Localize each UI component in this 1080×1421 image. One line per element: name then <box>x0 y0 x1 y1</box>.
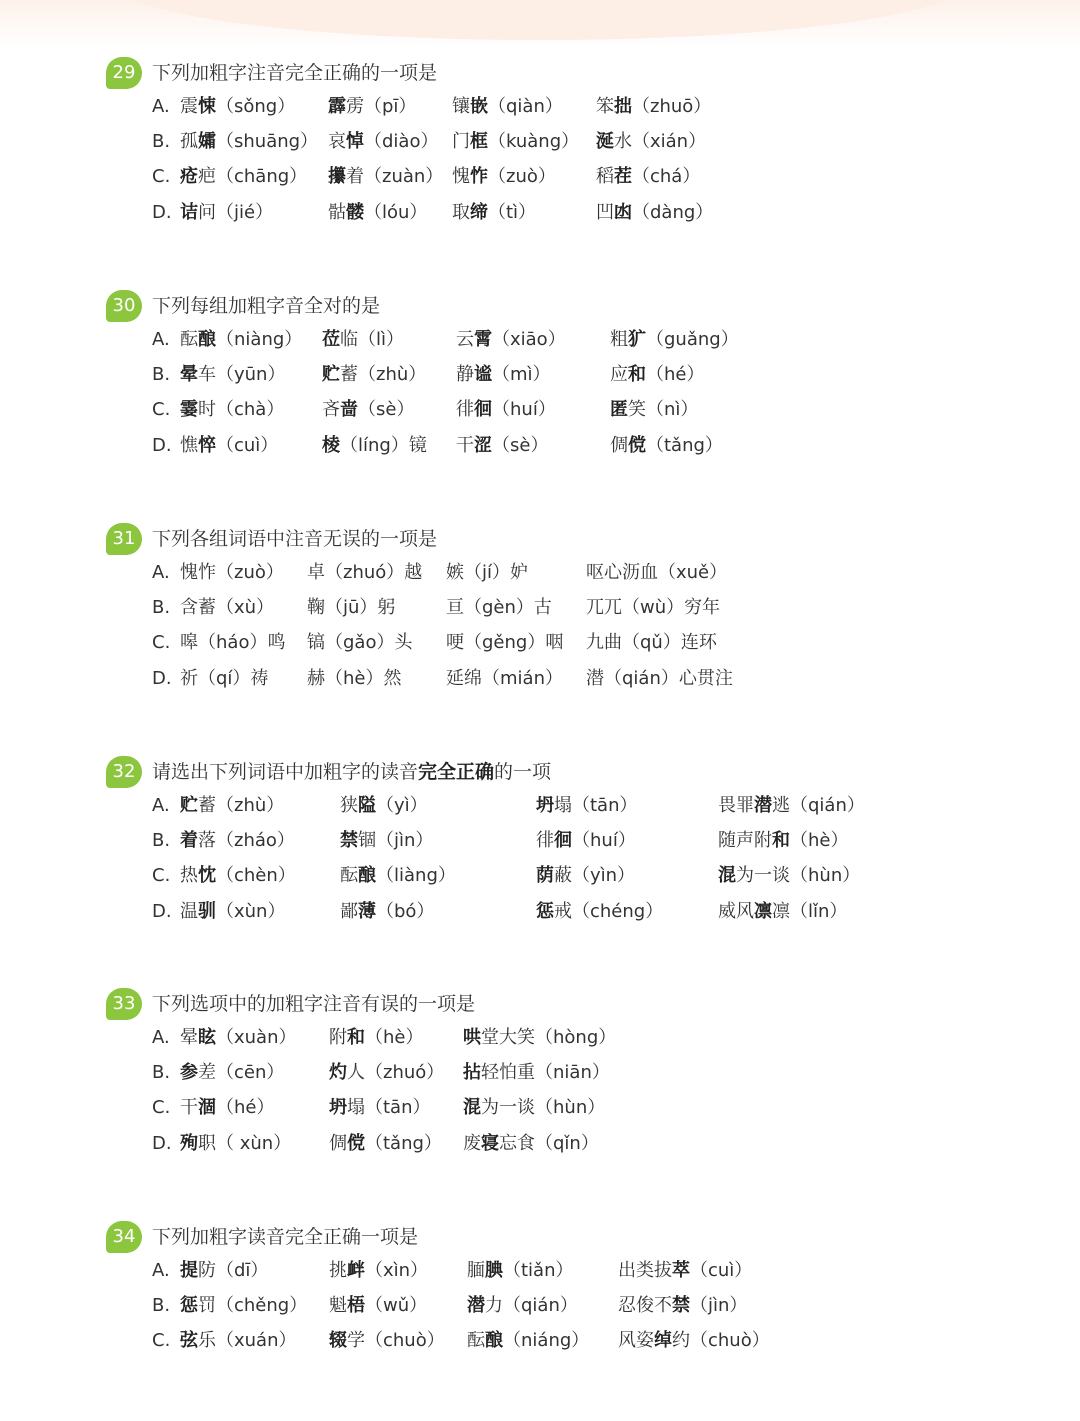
option-word: 延绵（mián） <box>446 668 563 689</box>
option-word: 腼腆（tiǎn） <box>467 1260 574 1281</box>
option-word: 晕车（yūn） <box>180 364 286 385</box>
question-number-badge: 33 <box>106 988 142 1020</box>
option-letter: B. <box>152 1062 171 1083</box>
option-row <box>0 1257 1080 1285</box>
option-word: 镐（gǎo）头 <box>307 632 413 653</box>
option-word: 门框（kuàng） <box>452 131 580 152</box>
option-letter: C. <box>152 399 171 420</box>
option-word: 霎时（chà） <box>180 399 285 420</box>
option-letter: B. <box>152 597 171 618</box>
option-letter: D. <box>152 1133 172 1154</box>
option-row <box>0 1094 1080 1122</box>
option-word: 混为一谈（hùn） <box>718 865 861 886</box>
option-word: 灼人（zhuó） <box>329 1062 445 1083</box>
option-word: 徘徊（huí） <box>536 830 636 851</box>
option-word: 应和（hé） <box>610 364 705 385</box>
option-letter: A. <box>152 96 170 117</box>
option-letter: A. <box>152 795 170 816</box>
option-word: 愧怍（zuò） <box>452 166 556 187</box>
option-row <box>0 361 1080 389</box>
option-letter: C. <box>152 166 171 187</box>
option-word: 弦乐（xuán） <box>180 1330 297 1351</box>
option-row <box>0 1292 1080 1320</box>
option-word: 贮蓄（zhù） <box>322 364 427 385</box>
option-letter: D. <box>152 202 172 223</box>
option-word: 棱（líng）镜 <box>322 435 427 456</box>
option-word: 殉职（ xùn） <box>180 1133 292 1154</box>
question-title: 请选出下列词语中加粗字的读音完全正确的一项 <box>152 761 552 783</box>
option-word: 憔悴（cuì） <box>180 435 279 456</box>
option-word: 静谧（mì） <box>456 364 551 385</box>
option-word: 愧怍（zuò） <box>180 562 284 583</box>
option-word: 参差（cēn） <box>180 1062 285 1083</box>
option-word: 挑衅（xìn） <box>329 1260 429 1281</box>
option-word: 惩罚（chěng） <box>180 1295 308 1316</box>
option-word: 涎水（xián） <box>596 131 707 152</box>
option-word: 附和（hè） <box>329 1027 424 1048</box>
option-word: 狭隘（yì） <box>340 795 428 816</box>
option-word: 热忱（chèn） <box>180 865 296 886</box>
option-word: 威风凛凛（lǐn） <box>718 901 848 922</box>
option-letter: C. <box>152 1097 171 1118</box>
option-letter: C. <box>152 632 171 653</box>
option-word: 魁梧（wǔ） <box>329 1295 428 1316</box>
option-word: 贮蓄（zhù） <box>180 795 285 816</box>
option-row <box>0 1059 1080 1087</box>
option-word: 云霄（xiāo） <box>456 329 566 350</box>
option-row <box>0 163 1080 191</box>
option-word: 温驯（xùn） <box>180 901 286 922</box>
option-word: 嫉（jí）妒 <box>446 562 529 583</box>
option-word: 九曲（qǔ）连环 <box>586 632 717 653</box>
option-row <box>0 326 1080 354</box>
option-row <box>0 1130 1080 1158</box>
option-word: 潜（qián）心贯注 <box>586 668 733 689</box>
option-word: 干涸（hé） <box>180 1097 275 1118</box>
option-letter: B. <box>152 131 171 152</box>
question-number-badge: 30 <box>106 290 142 322</box>
option-word: 震悚（sǒng） <box>180 96 296 117</box>
option-word: 禁锢（jìn） <box>340 830 434 851</box>
option-letter: A. <box>152 562 170 583</box>
option-letter: B. <box>152 1295 171 1316</box>
option-word: 兀兀（wù）穷年 <box>586 597 721 618</box>
option-row <box>0 1327 1080 1355</box>
option-row <box>0 792 1080 820</box>
option-row <box>0 629 1080 657</box>
option-word: 含蓄（xù） <box>180 597 275 618</box>
option-row <box>0 827 1080 855</box>
option-word: 吝啬（sè） <box>322 399 415 420</box>
option-word: 笨拙（zhuō） <box>596 96 712 117</box>
question-number-badge: 32 <box>106 756 142 788</box>
option-word: 鞠（jū）躬 <box>307 597 396 618</box>
option-word: 荫蔽（yìn） <box>536 865 636 886</box>
option-word: 废寝忘食（qǐn） <box>463 1133 599 1154</box>
option-word: 晕眩（xuàn） <box>180 1027 297 1048</box>
question-title: 下列加粗字读音完全正确一项是 <box>152 1226 419 1248</box>
option-row <box>0 898 1080 926</box>
question-number-badge: 34 <box>106 1221 142 1253</box>
option-word: 忍俊不禁（jìn） <box>618 1295 748 1316</box>
option-word: 赫（hè）然 <box>307 668 402 689</box>
option-row <box>0 559 1080 587</box>
option-word: 辍学（chuò） <box>329 1330 445 1351</box>
option-word: 干涩（sè） <box>456 435 549 456</box>
option-row <box>0 432 1080 460</box>
option-word: 风姿绰约（chuò） <box>618 1330 770 1351</box>
option-word: 畏罪潜逃（qián） <box>718 795 865 816</box>
option-word: 哀悼（diào） <box>328 131 439 152</box>
option-row <box>0 93 1080 121</box>
option-letter: D. <box>152 668 172 689</box>
option-word: 酝酿（liàng） <box>340 865 456 886</box>
option-word: 坍塌（tān） <box>536 795 638 816</box>
option-word: 徘徊（huí） <box>456 399 556 420</box>
option-word: 拈轻怕重（niān） <box>463 1062 610 1083</box>
option-word: 卓（zhuó）越 <box>307 562 423 583</box>
option-word: 镶嵌（qiàn） <box>452 96 563 117</box>
option-word: 孤孀（shuāng） <box>180 131 319 152</box>
option-word: 攥着（zuàn） <box>328 166 444 187</box>
option-letter: B. <box>152 364 171 385</box>
option-word: 随声附和（hè） <box>718 830 849 851</box>
question-number-badge: 31 <box>106 523 142 555</box>
option-word: 倜傥（tǎng） <box>329 1133 442 1154</box>
option-word: 霹雳（pī） <box>328 96 417 117</box>
option-word: 哽（gěng）咽 <box>446 632 564 653</box>
option-word: 酝酿（niàng） <box>180 329 303 350</box>
option-word: 粗犷（guǎng） <box>610 329 739 350</box>
option-letter: B. <box>152 830 171 851</box>
option-word: 酝酿（niáng） <box>467 1330 590 1351</box>
question-title: 下列各组词语中注音无误的一项是 <box>152 528 438 550</box>
option-word: 稻茬（chá） <box>596 166 701 187</box>
option-letter: D. <box>152 901 172 922</box>
option-letter: A. <box>152 1260 170 1281</box>
option-word: 潜力（qián） <box>467 1295 578 1316</box>
option-word: 坍塌（tān） <box>329 1097 431 1118</box>
question-title: 下列选项中的加粗字注音有误的一项是 <box>152 993 476 1015</box>
option-word: 混为一谈（hùn） <box>463 1097 606 1118</box>
option-word: 凹凼（dàng） <box>596 202 714 223</box>
option-word: 诘问（jié） <box>180 202 274 223</box>
option-row <box>0 396 1080 424</box>
option-word: 鄙薄（bó） <box>340 901 435 922</box>
question-title: 下列每组加粗字音全对的是 <box>152 295 381 317</box>
option-word: 亘（gèn）古 <box>446 597 552 618</box>
option-letter: A. <box>152 1027 170 1048</box>
option-letter: D. <box>152 435 172 456</box>
option-row <box>0 128 1080 156</box>
option-letter: A. <box>152 329 170 350</box>
question-title: 下列加粗字注音完全正确的一项是 <box>152 62 438 84</box>
option-word: 祈（qí）祷 <box>180 668 269 689</box>
option-word: 骷髅（lóu） <box>328 202 428 223</box>
option-letter: C. <box>152 1330 171 1351</box>
option-word: 哄堂大笑（hòng） <box>463 1027 617 1048</box>
option-word: 出类拔萃（cuì） <box>618 1260 753 1281</box>
option-row <box>0 665 1080 693</box>
option-row <box>0 199 1080 227</box>
option-row <box>0 594 1080 622</box>
option-word: 提防（dī） <box>180 1260 269 1281</box>
option-word: 匿笑（nì） <box>610 399 699 420</box>
option-row <box>0 862 1080 890</box>
option-word: 呕心沥血（xuě） <box>586 562 728 583</box>
option-word: 倜傥（tǎng） <box>610 435 723 456</box>
option-word: 着落（zháo） <box>180 830 295 851</box>
option-word: 惩戒（chéng） <box>536 901 664 922</box>
option-word: 取缔（tì） <box>452 202 537 223</box>
option-letter: C. <box>152 865 171 886</box>
question-number-badge: 29 <box>106 57 142 89</box>
option-row <box>0 1024 1080 1052</box>
option-word: 莅临（lì） <box>322 329 405 350</box>
option-word: 嗥（háo）鸣 <box>180 632 286 653</box>
option-word: 疮疤（chāng） <box>180 166 308 187</box>
